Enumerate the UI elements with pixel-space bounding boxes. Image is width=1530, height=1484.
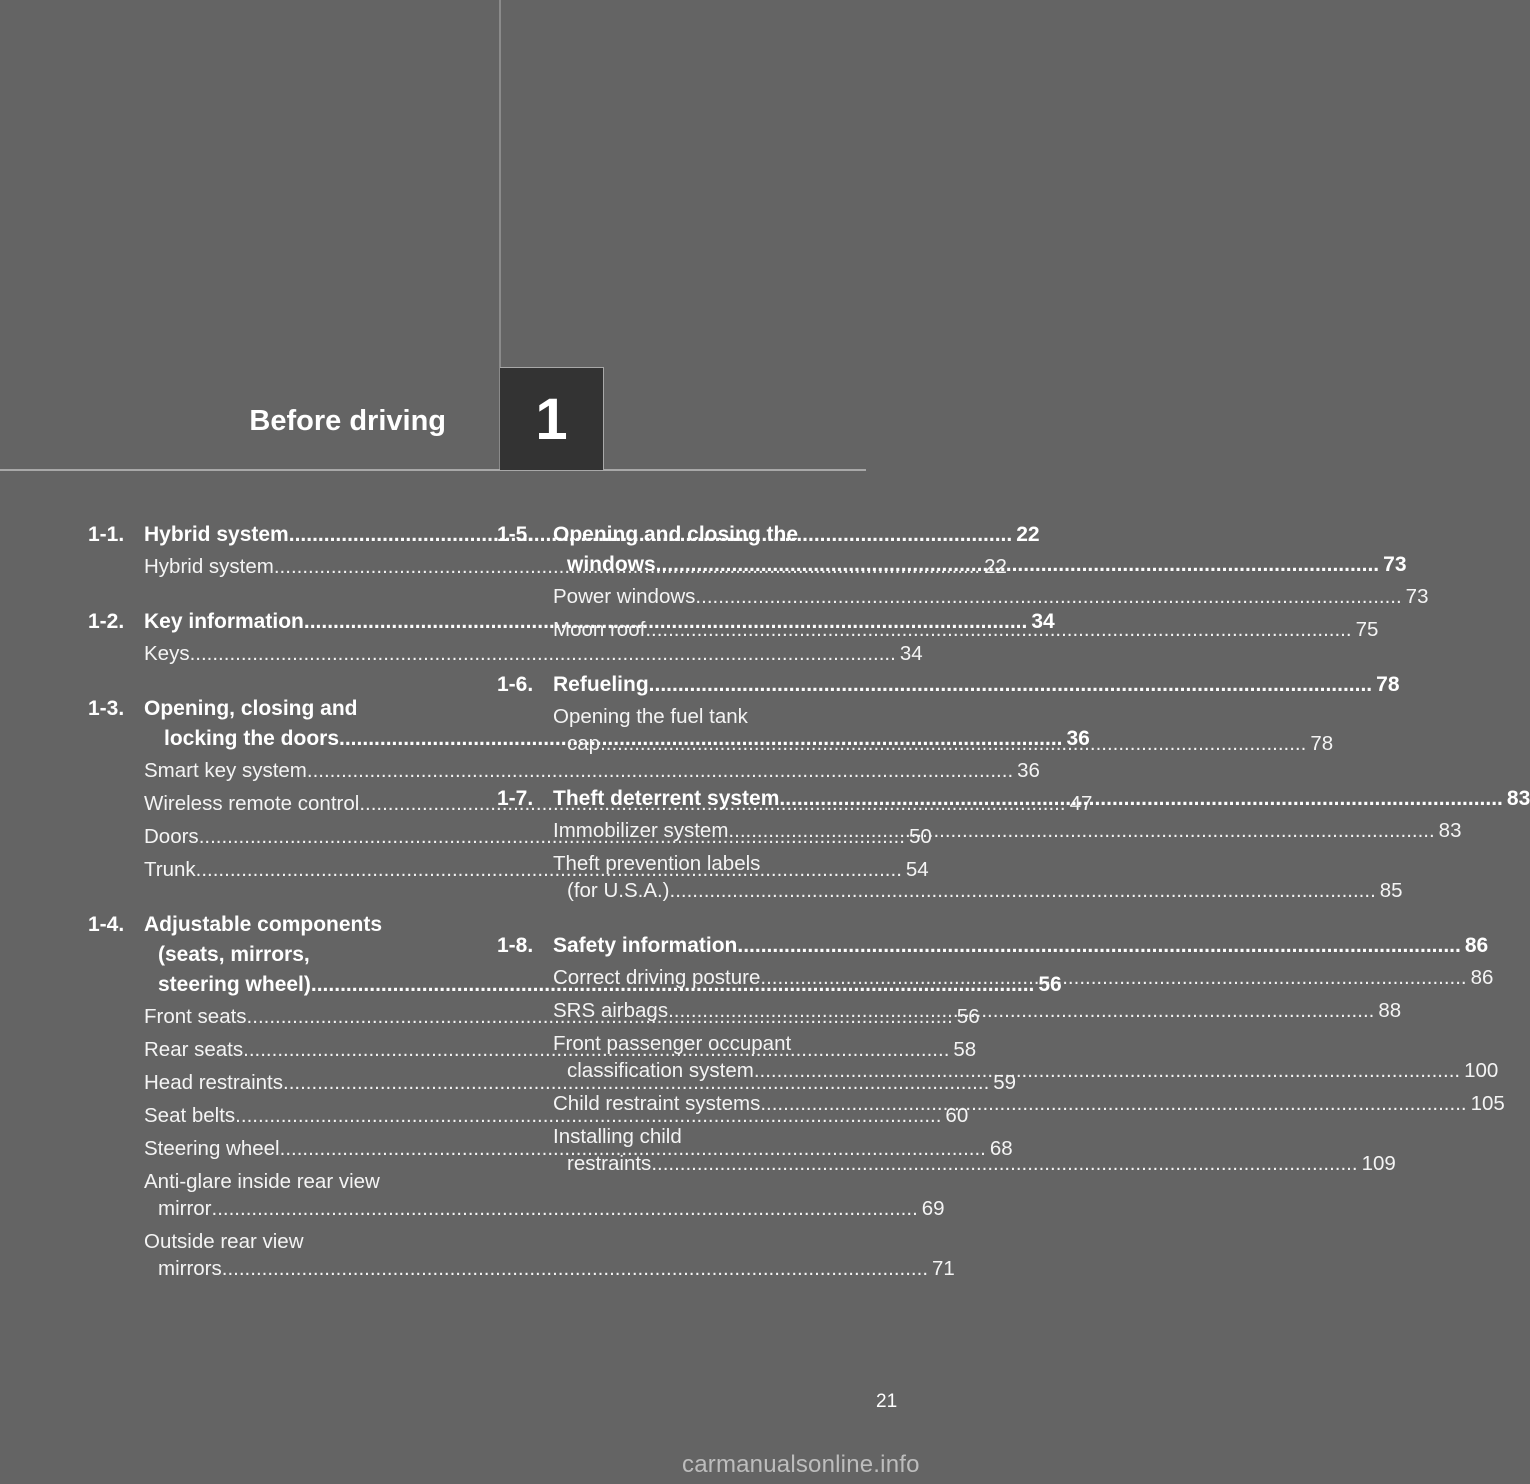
- entry-text: windows: [567, 553, 656, 576]
- page-ref: 86: [1464, 934, 1489, 957]
- entry-text: Child restraint systems: [553, 1092, 761, 1115]
- entry-text: mirror: [158, 1197, 212, 1220]
- page-ref: 58: [953, 1038, 977, 1061]
- toc-item[interactable]: [144, 757, 1040, 784]
- dot-leader: [737, 931, 1460, 961]
- entry-text: Safety information: [553, 934, 738, 957]
- toc-item[interactable]: [144, 640, 923, 667]
- chapter-number-badge: [500, 367, 604, 470]
- page-ref: 56: [1038, 973, 1062, 996]
- section-heading[interactable]: [497, 670, 1400, 700]
- entry-text: Theft prevention labels: [553, 852, 761, 875]
- toc-item-line: [553, 1030, 869, 1057]
- section-title: [553, 520, 1407, 580]
- page-ref: 36: [1017, 759, 1040, 782]
- page-ref: 78: [1310, 732, 1334, 755]
- page-ref: 73: [1405, 585, 1429, 608]
- entry-text: Adjustable components: [144, 913, 383, 936]
- toc-item-line: [553, 1150, 1396, 1177]
- page-ref: 83: [1506, 787, 1530, 810]
- section-number: 1-2.: [88, 610, 125, 633]
- watermark: carmanualsonline.info: [682, 1451, 920, 1478]
- entry-text: Steering wheel: [144, 1137, 280, 1160]
- page-ref: 68: [989, 1137, 1013, 1160]
- section-items: [88, 640, 923, 667]
- entry-text: locking the doors: [164, 727, 340, 750]
- page-ref: 86: [1470, 966, 1494, 989]
- dot-leader: [760, 964, 1466, 991]
- entry-text: Correct driving posture: [553, 966, 761, 989]
- toc-item-line: [553, 850, 869, 877]
- page-ref: 88: [1378, 999, 1402, 1022]
- section-title: [553, 670, 1400, 700]
- page-ref: 54: [905, 858, 929, 881]
- entry-text: Outside rear view: [144, 1230, 304, 1253]
- page-ref: 83: [1438, 819, 1462, 842]
- entry-text: Smart key system: [144, 759, 307, 782]
- entry-text: Installing child: [553, 1125, 682, 1148]
- page-ref: 75: [1355, 618, 1379, 641]
- page-ref: 47: [1069, 792, 1093, 815]
- entry-text: Head restraints: [144, 1071, 284, 1094]
- entry-text: Front passenger occupant: [553, 1032, 792, 1055]
- page-ref: 59: [993, 1071, 1017, 1094]
- page-ref: 109: [1361, 1152, 1396, 1175]
- section-title-line: [553, 550, 1407, 580]
- dot-leader: [668, 997, 1374, 1024]
- section-title-line: [553, 520, 1407, 550]
- toc-item-line: [144, 640, 923, 667]
- page-ref: 100: [1464, 1059, 1499, 1082]
- entry-text: mirrors: [158, 1257, 222, 1280]
- dot-leader: [222, 1255, 928, 1282]
- entry-text: Theft deterrent system: [553, 787, 780, 810]
- section-number: 1-6.: [497, 673, 534, 696]
- page-ref: 36: [1066, 727, 1090, 750]
- page-ref: 50: [908, 825, 932, 848]
- page-ref: 71: [932, 1257, 955, 1280]
- toc-item-line: [144, 757, 1040, 784]
- entry-text: Front seats: [144, 1005, 247, 1028]
- section-number: 1-7.: [497, 787, 534, 810]
- toc-item-line: [144, 1195, 945, 1222]
- page-ref: 34: [1031, 610, 1055, 633]
- page-ref: 105: [1470, 1092, 1505, 1115]
- section-number: 1-3.: [88, 697, 125, 720]
- toc-item[interactable]: [553, 583, 1429, 610]
- entry-text: (for U.S.A.): [567, 879, 670, 902]
- section-title: [553, 931, 1488, 961]
- toc-item-line: [144, 1255, 955, 1282]
- entry-text: SRS airbags: [553, 999, 669, 1022]
- entry-text: steering wheel): [158, 973, 311, 996]
- section-title-line: [553, 784, 1530, 814]
- entry-text: Seat belts: [144, 1104, 236, 1127]
- dot-leader: [695, 583, 1401, 610]
- entry-text: restraints: [567, 1152, 652, 1175]
- toc-item-line: [553, 877, 1403, 904]
- page-ref: 22: [1016, 523, 1040, 546]
- entry-text: Opening the fuel tank: [553, 705, 748, 728]
- entry-text: Opening and closing the: [553, 523, 799, 546]
- chapter-title: Before driving: [249, 405, 446, 437]
- toc-item-line: [553, 583, 1429, 610]
- page-ref: 60: [945, 1104, 969, 1127]
- page-ref: 78: [1376, 673, 1400, 696]
- dot-leader: [728, 817, 1434, 844]
- section-number: 1-1.: [88, 523, 125, 546]
- dot-leader: [656, 550, 1379, 580]
- entry-text: classification system: [567, 1059, 754, 1082]
- dot-leader: [649, 670, 1372, 700]
- page-ref: 85: [1379, 879, 1403, 902]
- page-ref: 56: [956, 1005, 980, 1028]
- entry-text: Moon roof: [553, 618, 646, 641]
- entry-text: Hybrid system: [144, 555, 274, 578]
- page-number: 21: [876, 1391, 898, 1412]
- dot-leader: [600, 730, 1306, 757]
- section-number: 1-8.: [497, 934, 534, 957]
- page-ref: 69: [921, 1197, 945, 1220]
- dot-leader: [754, 1057, 1460, 1084]
- entry-text: cap: [567, 732, 601, 755]
- entry-text: Hybrid system: [144, 523, 289, 546]
- toc-item[interactable]: [144, 1228, 955, 1282]
- toc-item-line: [553, 1123, 869, 1150]
- entry-text: Trunk: [144, 858, 196, 881]
- horizontal-divider: [0, 469, 866, 471]
- dot-leader: [645, 616, 1351, 643]
- entry-text: Key information: [144, 610, 304, 633]
- page-ref: 73: [1383, 553, 1407, 576]
- page-ref: 34: [899, 642, 923, 665]
- entry-text: Immobilizer system: [553, 819, 729, 842]
- entry-text: Keys: [144, 642, 190, 665]
- entry-text: Refueling: [553, 673, 649, 696]
- section-number: 1-5.: [497, 523, 534, 546]
- section-title: [553, 784, 1530, 814]
- dot-leader: [670, 877, 1376, 904]
- dot-leader: [779, 784, 1502, 814]
- chapter-number: 1: [535, 386, 568, 452]
- entry-text: Power windows: [553, 585, 696, 608]
- entry-text: Anti-glare inside rear view: [144, 1170, 380, 1193]
- section-number: 1-4.: [88, 913, 125, 936]
- dot-leader: [651, 1150, 1357, 1177]
- entry-text: Doors: [144, 825, 199, 848]
- section-title-line: [553, 931, 1488, 961]
- entry-text: Opening, closing and: [144, 697, 358, 720]
- toc-item-line: [144, 1168, 460, 1195]
- section-heading[interactable]: [497, 931, 1489, 961]
- entry-text: Rear seats: [144, 1038, 244, 1061]
- toc-item[interactable]: [144, 1168, 945, 1222]
- entry-text: (seats, mirrors,: [158, 943, 310, 966]
- dot-leader: [760, 1090, 1466, 1117]
- toc-item-line: [553, 703, 869, 730]
- entry-text: Wireless remote control: [144, 792, 360, 815]
- toc-item-line: [144, 1228, 460, 1255]
- section-title-line: [553, 670, 1400, 700]
- page-ref: 22: [984, 555, 1007, 578]
